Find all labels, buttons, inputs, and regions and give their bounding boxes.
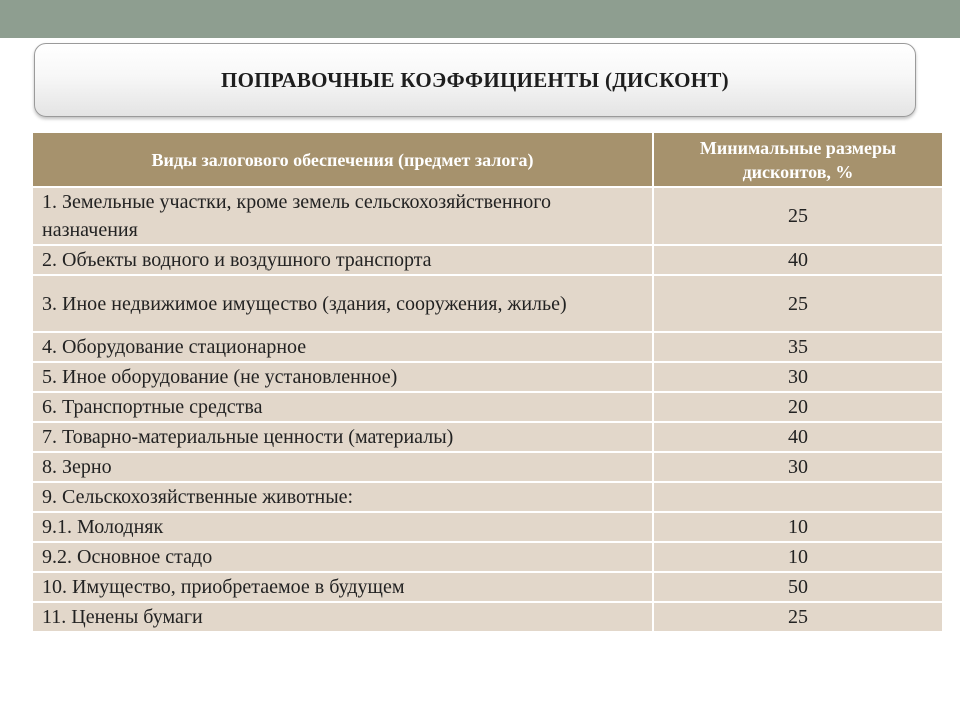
discount-value: 35: [653, 332, 942, 362]
table-row: [33, 362, 942, 392]
discount-value: 40: [653, 422, 942, 452]
table-row: [33, 452, 942, 482]
collateral-name: 11. Ценены бумаги: [33, 602, 653, 632]
discount-value: 20: [653, 392, 942, 422]
table-row: [33, 275, 942, 332]
collateral-name: 5. Иное оборудование (не установленное): [33, 362, 653, 392]
collateral-name: 9.2. Основное стадо: [33, 542, 653, 572]
collateral-name: 6. Транспортные средства: [33, 392, 653, 422]
discount-value: 30: [653, 452, 942, 482]
discount-value: 10: [653, 542, 942, 572]
discount-value: 25: [653, 275, 942, 332]
collateral-name: 3. Иное недвижимое имущество (здания, сооружения, жилье): [33, 275, 653, 332]
discount-value: [653, 482, 942, 512]
collateral-name: 9.1. Молодняк: [33, 512, 653, 542]
collateral-name: 9. Сельскохозяйственные животные:: [33, 482, 653, 512]
discount-value: 25: [653, 602, 942, 632]
collateral-name: 4. Оборудование стационарное: [33, 332, 653, 362]
discount-value: 25: [653, 187, 942, 245]
table-row: [33, 187, 942, 245]
table-row: [33, 392, 942, 422]
table-row: [33, 602, 942, 632]
table-header-row: [33, 133, 942, 187]
table-row: [33, 542, 942, 572]
header-min-discount: Минимальные размеры дисконтов, %: [653, 133, 942, 187]
top-decor-band: [0, 0, 960, 38]
collateral-name: 1. Земельные участки, кроме земель сельскохозяйственного назначения: [33, 187, 653, 245]
discount-value: 40: [653, 245, 942, 275]
table-row: [33, 512, 942, 542]
collateral-name: 10. Имущество, приобретаемое в будущем: [33, 572, 653, 602]
table-row: [33, 572, 942, 602]
collateral-name: 8. Зерно: [33, 452, 653, 482]
title-box: [34, 43, 916, 117]
table-row: [33, 422, 942, 452]
table-row: [33, 482, 942, 512]
collateral-name: 2. Объекты водного и воздушного транспорта: [33, 245, 653, 275]
collateral-name: 7. Товарно-материальные ценности (материалы): [33, 422, 653, 452]
header-collateral-type: Виды залогового обеспечения (предмет залога): [33, 133, 653, 187]
discount-value: 50: [653, 572, 942, 602]
table-row: [33, 332, 942, 362]
table-row: [33, 245, 942, 275]
discount-value: 10: [653, 512, 942, 542]
page-title: ПОПРАВОЧНЫЕ КОЭФФИЦИЕНТЫ (ДИСКОНТ): [221, 67, 729, 92]
discount-table: [33, 133, 942, 633]
discount-value: 30: [653, 362, 942, 392]
